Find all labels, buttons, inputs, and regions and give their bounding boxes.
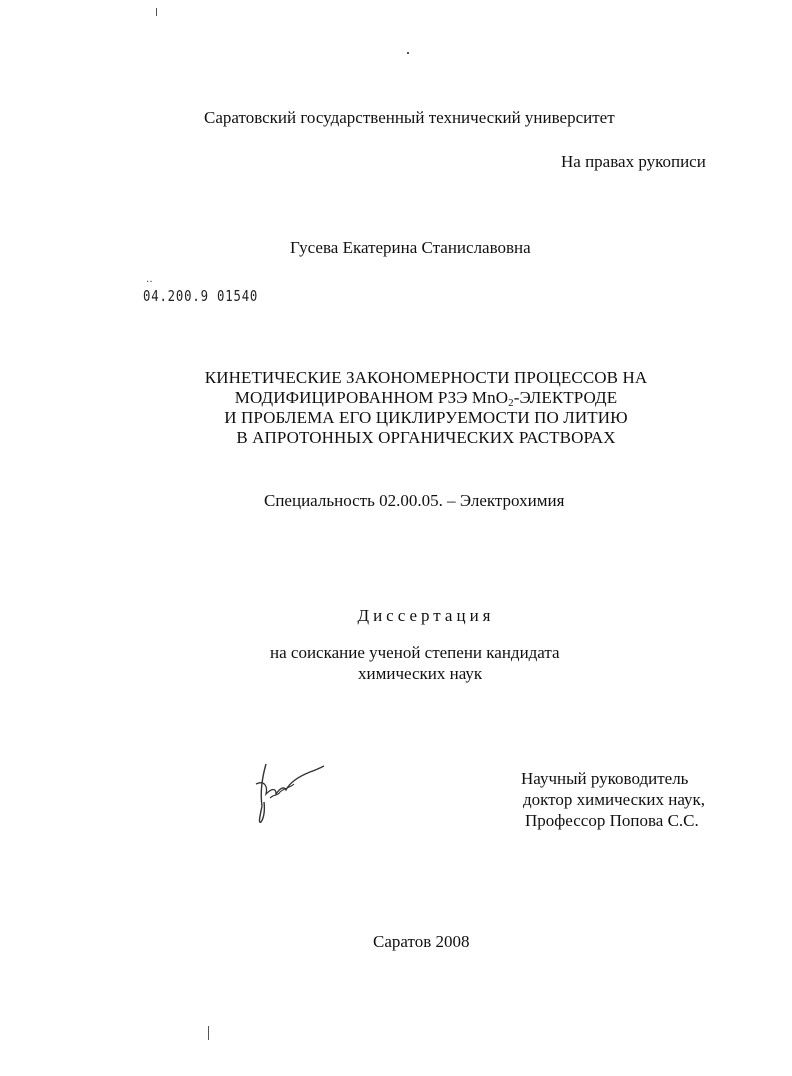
dissertation-title (0, 368, 792, 448)
title-line-2 (0, 388, 792, 408)
dissertation-label: Диссертация (357, 606, 495, 625)
title-line-2-end: -ЭЛЕКТРОДЕ (513, 388, 618, 407)
degree-line-1: на соискание ученой степени кандидата (270, 643, 560, 662)
manuscript-note: На правах рукописи (561, 152, 706, 171)
specialty: Специальность 02.00.05. – Электрохимия (264, 491, 565, 510)
title-line-2-start: МОДИФИЦИРОВАННОМ РЗЭ MnO (234, 388, 509, 407)
title-subscript: 2 (508, 397, 514, 409)
archive-number: 04.200.9 01540 (143, 287, 259, 305)
supervisor-block (521, 768, 705, 831)
supervisor-name: Профессор Попова С.С. (525, 811, 699, 830)
author-name: Гусева Екатерина Станиславовна (290, 238, 531, 257)
title-line-1: КИНЕТИЧЕСКИЕ ЗАКОНОМЕРНОСТИ ПРОЦЕССОВ НА (204, 368, 648, 387)
title-line-3: И ПРОБЛЕМА ЕГО ЦИКЛИРУЕМОСТИ ПО ЛИТИЮ (224, 408, 628, 427)
title-line-4: В АПРОТОННЫХ ОРГАНИЧЕСКИХ РАСТВОРАХ (236, 428, 616, 447)
scan-speck (208, 1026, 209, 1040)
university-name: Саратовский государственный технический университет (204, 108, 615, 127)
city-year: Саратов 2008 (373, 932, 470, 951)
scan-speck (156, 8, 157, 16)
degree-line-2: химических наук (358, 664, 483, 683)
supervisor-role: Научный руководитель (521, 769, 689, 788)
supervisor-degree: доктор химических наук, (523, 790, 706, 809)
scan-speck (407, 52, 409, 54)
author-signature (250, 758, 330, 828)
archive-stamp-mark: ․․ (146, 274, 153, 285)
